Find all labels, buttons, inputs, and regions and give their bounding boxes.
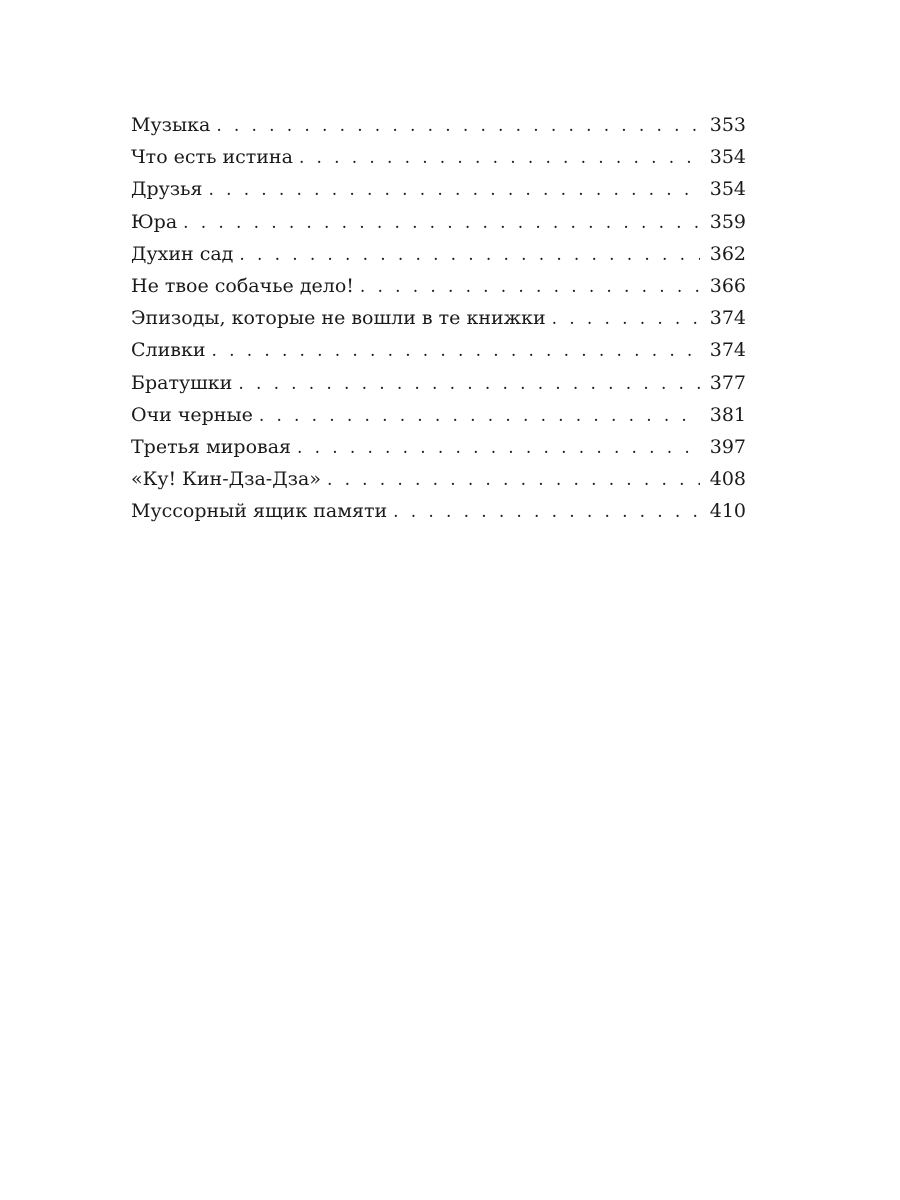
toc-dot-leader — [360, 271, 700, 303]
toc-entry-title: Музыка — [131, 109, 216, 141]
toc-dot-leader — [208, 174, 700, 206]
toc-dot-leader — [212, 335, 700, 367]
toc-entry — [131, 238, 746, 270]
toc-entry-title: Эпизоды, которые не вошли в те книжки — [131, 302, 552, 334]
toc-entry-page: 410 — [700, 495, 746, 527]
toc-entry — [131, 334, 746, 366]
toc-entry-title: Очи черные — [131, 399, 259, 431]
toc-dot-leader — [327, 464, 700, 496]
toc-dot-leader — [552, 303, 700, 335]
toc-entry-page: 374 — [700, 334, 746, 366]
toc-dot-leader — [299, 142, 700, 174]
toc-dot-leader — [259, 400, 700, 432]
toc-entry-page: 353 — [700, 109, 746, 141]
toc-entry-title: Муссорный ящик памяти — [131, 495, 393, 527]
toc-entry-page: 408 — [700, 463, 746, 495]
toc-entry-title: «Ку! Кин-Дза-Дза» — [131, 463, 327, 495]
toc-entry-title: Третья мировая — [131, 431, 297, 463]
toc-dot-leader — [297, 432, 700, 464]
toc-entry-page: 374 — [700, 302, 746, 334]
toc-entry-title: Братушки — [131, 367, 238, 399]
toc-entry-page: 397 — [700, 431, 746, 463]
toc-entry-page: 366 — [700, 270, 746, 302]
toc-dot-leader — [216, 110, 700, 142]
toc-dot-leader — [393, 496, 700, 528]
toc-entry-page: 362 — [700, 238, 746, 270]
toc-entry — [131, 399, 746, 431]
toc-entry-title: Что есть истина — [131, 141, 299, 173]
toc-entry-page: 359 — [700, 206, 746, 238]
toc-entry-page: 377 — [700, 367, 746, 399]
toc-entry-title: Не твое собачье дело! — [131, 270, 360, 302]
toc-entry — [131, 109, 746, 141]
toc-entry — [131, 206, 746, 238]
toc-entry — [131, 495, 746, 527]
toc-entry-title: Сливки — [131, 334, 212, 366]
toc-entry-page: 354 — [700, 173, 746, 205]
toc-entry — [131, 463, 746, 495]
toc-entry — [131, 431, 746, 463]
toc-entry-title: Юра — [131, 206, 183, 238]
toc-entry-page: 381 — [700, 399, 746, 431]
toc-entry — [131, 302, 746, 334]
toc-entry — [131, 270, 746, 302]
toc-dot-leader — [183, 207, 700, 239]
toc-entry-page: 354 — [700, 141, 746, 173]
table-of-contents — [131, 109, 746, 527]
toc-entry-title: Друзья — [131, 173, 208, 205]
toc-dot-leader — [239, 239, 700, 271]
toc-entry — [131, 173, 746, 205]
toc-entry — [131, 141, 746, 173]
toc-entry-title: Духин сад — [131, 238, 239, 270]
toc-entry — [131, 367, 746, 399]
toc-dot-leader — [238, 368, 700, 400]
